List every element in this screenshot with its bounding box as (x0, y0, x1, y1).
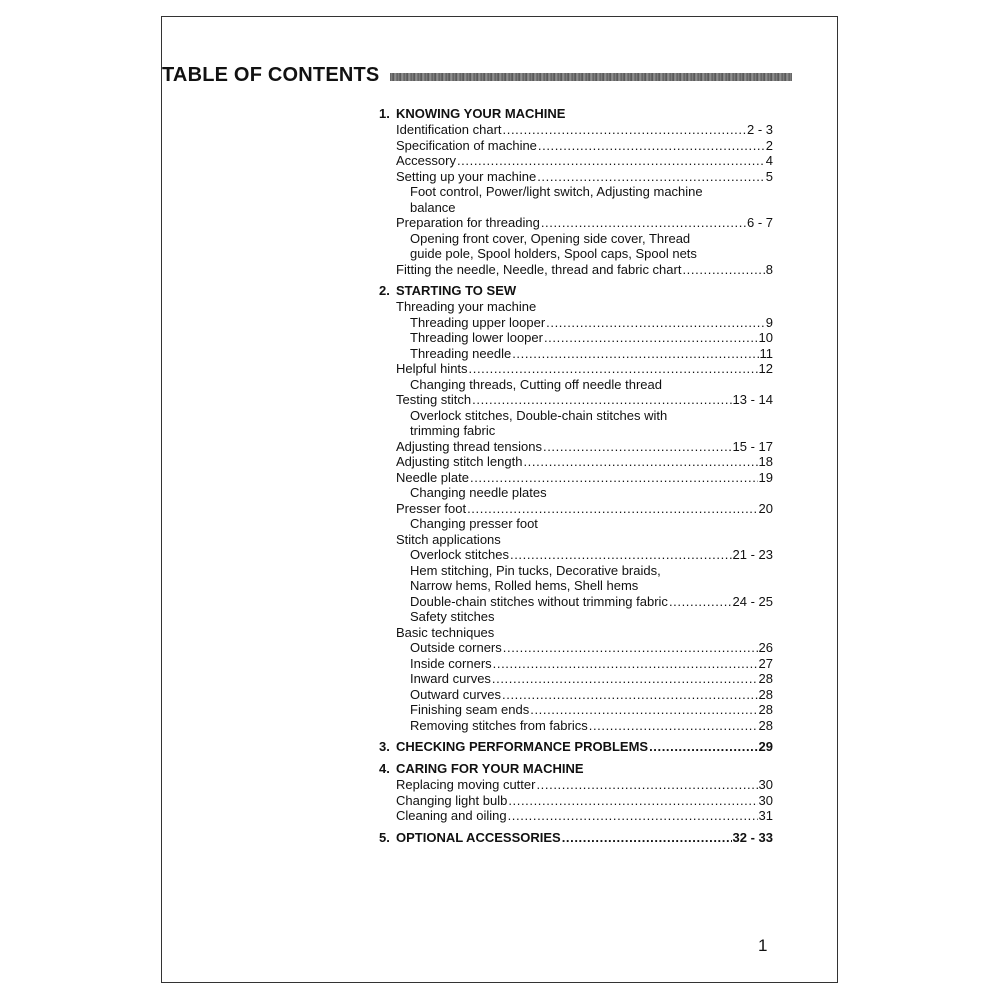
section-page: 32 - 33 (732, 829, 773, 845)
toc-entry (379, 470, 773, 486)
dot-leader (503, 640, 758, 656)
toc-subtopics: Changing needle plates (410, 485, 547, 500)
toc-entry (379, 392, 773, 408)
toc-subtopics: Changing presser foot (410, 516, 538, 531)
title-row (162, 64, 802, 90)
toc-entry (379, 315, 773, 331)
toc-subtopics: guide pole, Spool holders, Spool caps, Spool nets (410, 246, 697, 261)
entry-title: Cleaning and oiling (396, 808, 507, 823)
toc-subtopics: Hem stitching, Pin tucks, Decorative braids, (410, 562, 661, 578)
toc-subtopics: Overlock stitches, Double-chain stitches with (410, 407, 668, 423)
entry-title: Changing light bulb (396, 792, 508, 808)
toc-entry (379, 122, 773, 138)
toc-subtopics: Safety stitches (410, 609, 495, 624)
dot-leader (538, 138, 765, 154)
section-number: 4. (379, 761, 390, 776)
entry-page: 21 - 23 (732, 547, 773, 562)
entry-title: Presser foot (396, 500, 467, 516)
dot-leader (510, 547, 732, 563)
dot-leader (562, 830, 732, 846)
entry-page: 24 - 25 (732, 593, 773, 609)
toc-entry (379, 808, 773, 824)
toc-entry (379, 138, 773, 154)
entry-title: Outside corners (410, 640, 502, 655)
toc-section (379, 106, 773, 277)
toc-entry (379, 454, 773, 470)
dot-leader (541, 215, 746, 231)
toc-subtopics: trimming fabric (410, 423, 496, 438)
entry-title: Threading needle (410, 345, 512, 361)
toc-entry (379, 671, 773, 687)
dot-leader (589, 718, 758, 734)
entry-title: Stitch applications (396, 531, 501, 547)
toc-entry (379, 777, 773, 793)
section-page: 29 (758, 739, 773, 754)
entry-page: 2 (765, 137, 773, 153)
toc-entry (379, 346, 773, 362)
toc-subtopics: balance (410, 199, 456, 215)
toc-entry (379, 439, 773, 455)
page-number: 1 (758, 936, 768, 955)
section-number: 1. (379, 106, 390, 121)
toc-entry (379, 718, 773, 734)
toc-entry (379, 262, 773, 278)
entry-page: 19 (758, 469, 773, 485)
section-number: 3. (379, 739, 390, 754)
entry-title: Inward curves (410, 671, 491, 686)
dot-leader (492, 671, 758, 687)
toc-section (379, 739, 773, 755)
toc-entry (379, 299, 773, 315)
toc-entry (379, 594, 773, 610)
toc-entry (379, 169, 773, 185)
toc-entry (379, 532, 773, 548)
toc-entry (379, 153, 773, 169)
toc-entry (379, 702, 773, 718)
toc-section (379, 830, 773, 846)
entry-page: 28 (758, 702, 773, 717)
section-title: OPTIONAL ACCESSORIES (396, 829, 561, 845)
entry-page: 30 (758, 777, 773, 792)
section-heading (379, 739, 773, 755)
entry-title: Removing stitches from fabrics (410, 717, 588, 733)
dot-leader (508, 808, 758, 824)
entry-title: Threading upper looper (410, 314, 546, 330)
dot-leader (493, 656, 758, 672)
entry-page: 12 (758, 361, 773, 376)
toc-entry (379, 656, 773, 672)
dot-leader (472, 392, 731, 408)
section-title: CHECKING PERFORMANCE PROBLEMS (396, 739, 649, 754)
dot-leader (682, 262, 764, 278)
dot-leader (512, 346, 758, 362)
entry-page: 4 (765, 153, 773, 168)
entry-title: Outward curves (410, 686, 502, 702)
entry-page: 5 (765, 168, 773, 184)
dot-leader (649, 739, 757, 755)
entry-title: Replacing moving cutter (396, 777, 536, 792)
toc-entry (379, 361, 773, 377)
entry-page: 30 (758, 792, 773, 808)
section-heading (379, 761, 773, 777)
toc-section (379, 283, 773, 733)
table-of-contents (379, 106, 773, 852)
section-number: 5. (379, 829, 390, 845)
dot-leader (502, 687, 757, 703)
entry-title: Threading lower looper (410, 330, 543, 345)
toc-section (379, 761, 773, 824)
entry-title: Specification of machine (396, 137, 537, 153)
dot-leader (469, 361, 758, 377)
entry-title: Inside corners (410, 655, 492, 671)
dot-leader (503, 122, 746, 138)
toc-entry (379, 215, 773, 231)
toc-entry (379, 687, 773, 703)
entry-title: Double-chain stitches without trimming fabric (410, 593, 668, 609)
dot-leader (546, 315, 765, 331)
entry-page: 10 (758, 330, 773, 345)
entry-title: Testing stitch (396, 392, 472, 407)
dot-leader (508, 793, 757, 809)
entry-title: Preparation for threading (396, 215, 540, 230)
toc-entry (379, 625, 773, 641)
entry-title: Basic techniques (396, 624, 495, 640)
entry-page: 2 - 3 (746, 122, 773, 137)
toc-subtopics: Opening front cover, Opening side cover, Thread (410, 230, 691, 246)
toc-entry (379, 501, 773, 517)
page-title: TABLE OF CONTENTS (162, 64, 380, 86)
entry-title: Adjusting stitch length (396, 454, 523, 469)
section-heading (379, 106, 773, 122)
toc-entry (379, 640, 773, 656)
entry-title: Overlock stitches (410, 547, 509, 562)
toc-entry (379, 547, 773, 563)
section-heading (379, 830, 773, 846)
section-heading (379, 283, 773, 299)
entry-page: 31 (758, 808, 773, 823)
toc-subtopics: Narrow hems, Rolled hems, Shell hems (410, 578, 639, 593)
entry-page: 8 (765, 261, 773, 277)
entry-title: Finishing seam ends (410, 702, 530, 717)
entry-title: Adjusting thread tensions (396, 438, 542, 454)
entry-page: 18 (758, 454, 773, 469)
dot-leader (467, 501, 757, 517)
toc-subtopics: Foot control, Power/light switch, Adjusting machine (410, 184, 703, 199)
entry-page: 9 (765, 314, 773, 330)
dot-leader (523, 454, 757, 470)
entry-page: 13 - 14 (732, 392, 773, 407)
dot-leader (544, 330, 758, 346)
dot-leader (530, 702, 757, 718)
section-number: 2. (379, 283, 390, 298)
section-title: KNOWING YOUR MACHINE (396, 106, 566, 121)
title-decorative-bar (390, 73, 792, 81)
dot-leader (470, 470, 758, 486)
entry-page: 20 (758, 500, 773, 516)
entry-title: Needle plate (396, 469, 469, 485)
entry-page: 15 - 17 (732, 438, 773, 454)
dot-leader (543, 439, 732, 455)
dot-leader (669, 594, 732, 610)
entry-page: 26 (758, 640, 773, 655)
entry-title: Setting up your machine (396, 168, 537, 184)
section-title: CARING FOR YOUR MACHINE (396, 761, 584, 776)
entry-page: 28 (758, 686, 773, 702)
toc-entry (379, 330, 773, 346)
dot-leader (536, 777, 757, 793)
section-title: STARTING TO SEW (396, 283, 517, 298)
entry-title: Threading your machine (396, 299, 537, 314)
dot-leader (537, 169, 765, 185)
entry-title: Fitting the needle, Needle, thread and fabric chart (396, 261, 682, 277)
entry-page: 11 (759, 345, 773, 361)
toc-entry (379, 793, 773, 809)
entry-page: 28 (758, 717, 773, 733)
entry-title: Helpful hints (396, 361, 468, 376)
entry-page: 27 (758, 655, 773, 671)
entry-page: 6 - 7 (746, 215, 773, 230)
dot-leader (457, 153, 765, 169)
entry-title: Identification chart (396, 122, 502, 137)
toc-subtopics: Changing threads, Cutting off needle thread (410, 376, 662, 392)
entry-title: Accessory (396, 153, 456, 168)
entry-page: 28 (758, 671, 773, 686)
